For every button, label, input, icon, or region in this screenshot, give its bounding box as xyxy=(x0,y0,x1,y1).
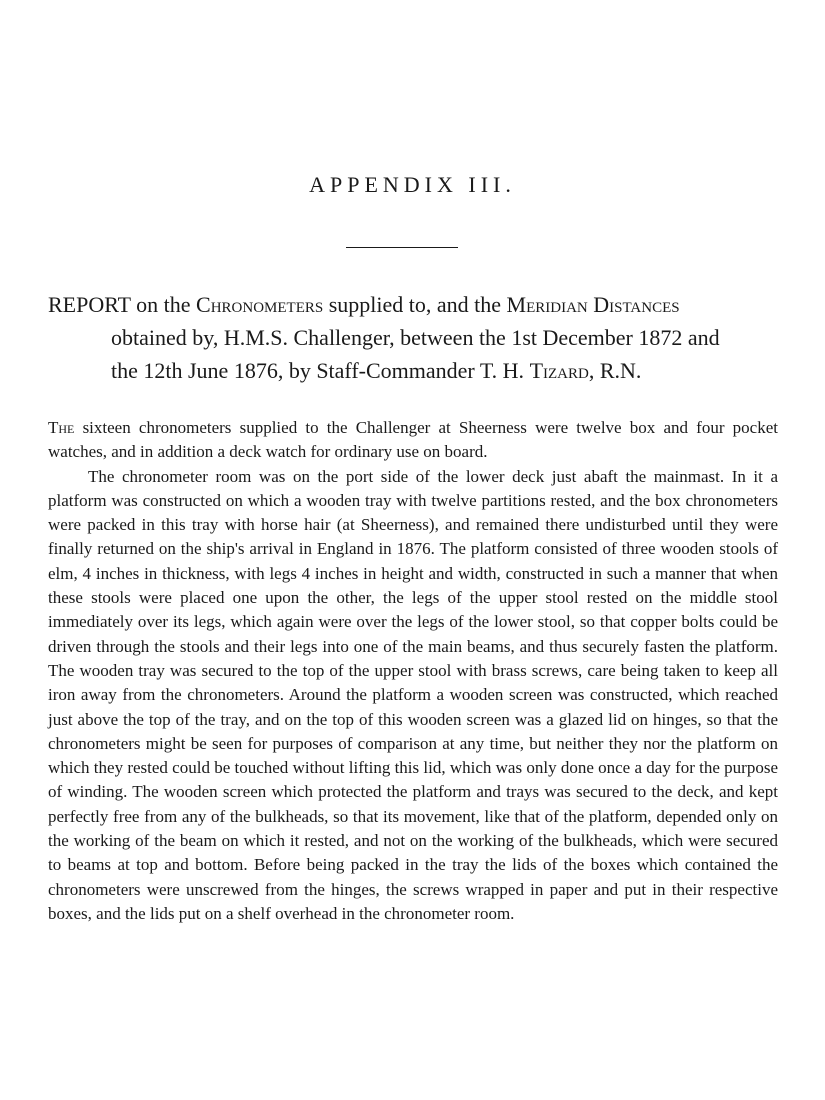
chronometers-smallcaps: Chronometers xyxy=(196,292,324,317)
paragraph-1: The sixteen chronometers supplied to the Challenger at Sheerness were twelve box and four pocket watches, and in addition a deck watch for ordinary use on board. xyxy=(48,418,778,462)
report-title xyxy=(48,288,788,387)
paragraph-2: The chronometer room was on the port side of the lower deck just abaft the mainmast. In it a platform was constructed on which a wooden tray with twelve partitions rested, and the box chronometers were packed in this tray with horse hair (at Sheerness), and remained there undisturbed until they were finally returned on the ship's arrival in England in 1876. The platform consisted of three wooden stools of elm, 4 inches in thickness, with legs 4 inches in height and width, constructed in such a manner that when these stools were placed one upon the other, the legs of the upper stool rested on the middle stool immediately over its legs, which again were over the legs of the lower stool, so that copper bolts could be driven through the stools and their legs into one of the main beams, and thus securely fasten the platform. The wooden tray was secured to the top of the upper stool with brass screws, care being taken to keep all iron away from the chronometers. Around the platform a wooden screen was constructed, which reached just above the top of the tray, and on the top of this wooden screen was a glazed lid on hinges, so that the chronometers might be seen for purposes of comparison at any time, but neither they nor the platform on which they rested could be touched without lifting this lid, which was only done once a day for the purpose of winding. The wooden screen which protected the platform and trays was secured to the deck, and kept perfectly free from any of the bulkheads, so that its movement, like that of the platform, depended only on the working of the beam on which it rested, and not on the working of the bulkheads, which were secured to beams at top and bottom. Before being packed in the tray the lids of the boxes which contained the chronometers were unscrewed from the hinges, the screws wrapped in paper and put in their respective boxes, and the lids put on a shelf overhead in the chronometer room. xyxy=(48,466,778,923)
report-title-line-1: REPORT on the Chronometers supplied to, and the Meridian Distances xyxy=(48,292,680,317)
body-text xyxy=(48,416,778,926)
heading-divider xyxy=(346,247,458,248)
appendix-heading: APPENDIX III. xyxy=(309,172,516,197)
report-title-line-3: the 12th June 1876, by Staff-Commander T. H. Tizard, R.N. xyxy=(111,358,642,383)
report-title-line-2: obtained by, H.M.S. Challenger, between the 1st December 1872 and xyxy=(111,325,720,350)
tizard-smallcaps: Tizard xyxy=(529,358,589,383)
meridian-distances-smallcaps: Meridian Distances xyxy=(506,292,680,317)
paragraph-1-lead: The xyxy=(48,418,75,437)
report-lead-word: REPORT xyxy=(48,292,131,317)
